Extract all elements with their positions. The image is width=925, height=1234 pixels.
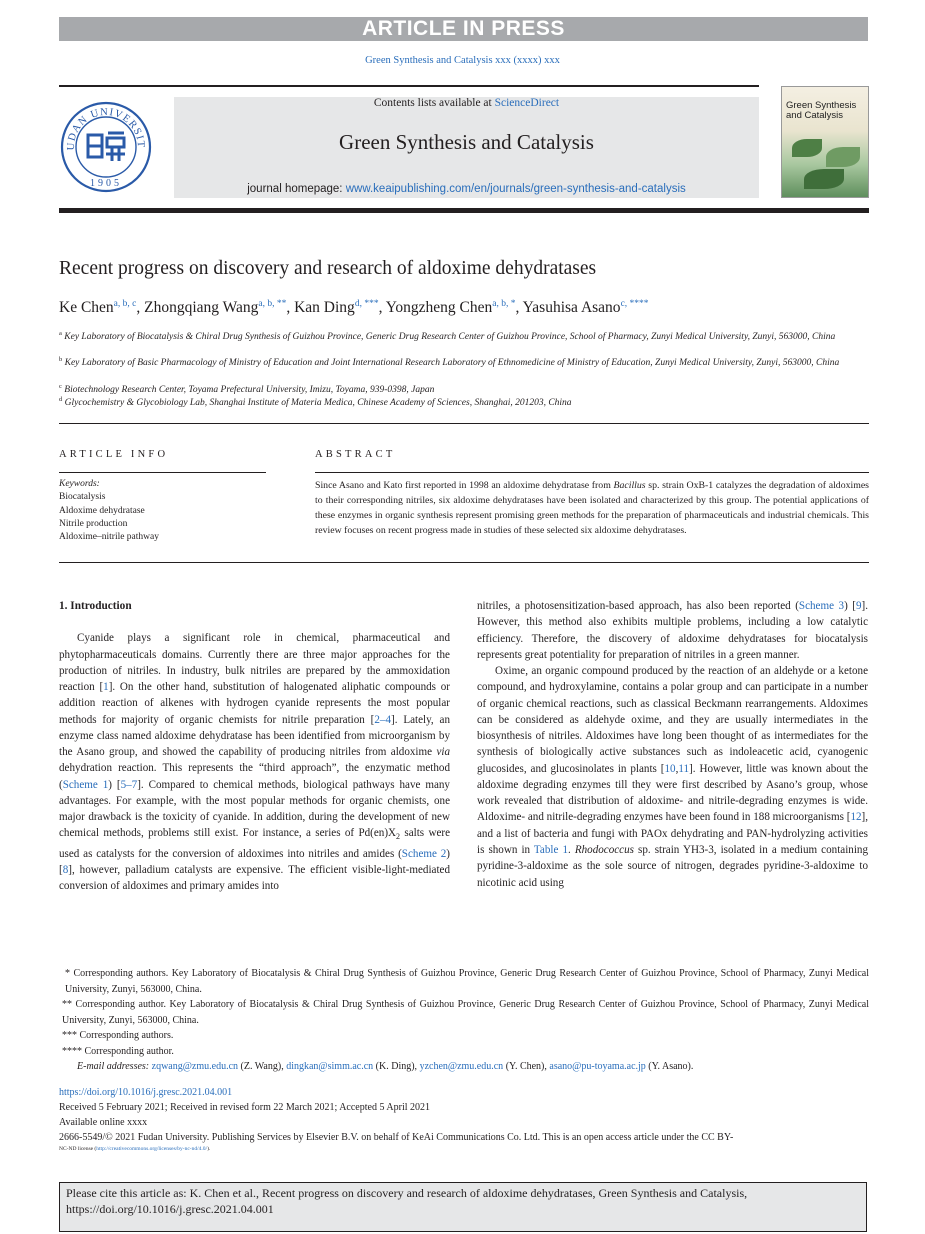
email-link[interactable]: yzchen@zmu.edu.cn [419,1061,504,1072]
divider [59,472,266,473]
body-paragraph: Oxime, an organic compound produced by the reaction of an aldehyde or a ketone compound, and hydroxylamine, contains a polar group and can participate in a number of organic chemical reactions, such as classical Beckmann rearrangements. Aldoximes can be considered as aldehyde oxime, and they are usually intermediates in the biosynthesis of nitriles. Aldoximes have long been thought of as intermediates for the synthesis of biologically active substances such as indoleacetic acid, cyanogenic glucosides, and glucosinolates in plants [10,11]. However, little was known about the aldoxime degrading enzymes till they were first described by Asano’s group, whose work revealed that distribution of aldoxime- and nitrile-degrading enzymes is wide. Aldoxime- and nitrile-degrading enzymes have been found in 188 microorganisms [12], and a list of bacteria and fungi with PAOx dehydrating and PAN-hydrolyzing activities is shown in Table 1. Rhodococcus sp. strain YH3-3, isolated in a medium containing pyridine-3-aldoxime as the sole source of nitrogen, degrades pyridine-3-aldoxime to nicotinic acid using [477,665,869,889]
keyword: Biocatalysis [59,492,106,503]
reference-link[interactable]: 12 [850,811,862,824]
article-title: Recent progress on discovery and research of aldoxime dehydratases [59,258,597,279]
journal-reference-link[interactable]: Green Synthesis and Catalysis xxx (xxxx) xxx [365,55,560,66]
body-paragraph: nitriles, a photosensitization-based approach, has also been reported (Scheme 3) [9]. However, this method also exhibits multiple problems, including a low catalytic efficiency. Therefore, the discovery of aldoxime dehydratases for biocatalysis represents great potentiality for preparation of nitriles in a green manner. [477,600,868,661]
keyword: Nitrile production [59,518,128,529]
email-link[interactable]: zqwang@zmu.edu.cn [151,1061,239,1072]
citation-box: Please cite this article as: K. Chen et al., Recent progress on discovery and research of aldoxime dehydratases, Green Synthesis and Catalysis, https://doi.org/10.1016/j.gresc.2021.04.001 [59,1182,867,1232]
body-left-column [59,598,450,895]
sciencedirect-link[interactable]: ScienceDirect [494,97,560,109]
table-link[interactable]: Table 1 [533,843,568,856]
affiliation-b: $^b$ Key Laboratory of Basic Pharmacology of Ministry of Education and Joint International Research Laboratory of Ethnomedicine of Ministry of Education, Zunyi Medical University, Zunyi, 563000, China [59,355,840,368]
logo-text: UDAN UNIVERSIT [65,106,147,151]
divider [59,562,869,563]
affiliation-c: $^c$ Biotechnology Research Center, Toyama Prefectural University, Imizu, Toyama, 939-0398, Japan [59,382,435,395]
scheme-link[interactable]: Scheme 3 [798,600,845,612]
affiliation-a: $^a$ Key Laboratory of Biocatalysis & Chiral Drug Synthesis of Guizhou Province, Generic Drug Research Center of Guizhou Province, School of Pharmacy, Zunyi Medical University, Zunyi, 563000, China [59,329,836,342]
available-online: Available online xxxx [59,1117,148,1129]
keywords-block [59,478,159,544]
reference-link[interactable]: 5–7 [120,778,138,791]
received-dates: Received 5 February 2021; Received in revised form 22 March 2021; Accepted 5 April 2021 [59,1102,431,1114]
body-right-column [477,598,868,891]
email-addresses: E-mail addresses: zqwang@zmu.edu.cn (Z. Wang), dingkan@simm.ac.cn (K. Ding), yzchen@zmu.edu.cn (Y. Chen), asano@pu-toyama.ac.jp (Y. Asano). [77,1061,694,1072]
author-name: Yasuhisa Asano [522,299,621,316]
contents-line: Contents lists available at ScienceDirect [373,97,560,109]
author-affiliation-marks[interactable]: a, b, ** [258,298,287,309]
section-heading-introduction: 1. Introduction [59,600,132,612]
abstract-heading: ABSTRACT [315,449,396,460]
license-link[interactable]: http://creativecommons.org/licenses/by-nc-nd/4.0/ [96,1146,208,1153]
author-name: Yongzheng Chen [385,299,493,316]
author-affiliation-marks[interactable]: c, **** [620,298,649,309]
doi-link[interactable]: https://doi.org/10.1016/j.gresc.2021.04.001 [59,1087,233,1098]
footnote: * Corresponding authors. Key Laboratory of Biocatalysis & Chiral Drug Synthesis of Guizhou Province, Generic Drug Research Center of Guizhou Province, School of Pharmacy, Zunyi Medical University, Zunyi, 563000, China. [65,968,869,995]
reference-link[interactable]: 8 [62,864,69,877]
cover-title-line2: and Catalysis [786,110,844,121]
body-paragraph: Cyanide plays a significant role in chemical, pharmaceutical and phytopharmaceuticals domains. Currently there are three major approaches for the production of nitriles. In industry, bulk nitriles are prepared by the ammoxidation reaction [1]. On the other hand, substitution of halogenated aliphatic compounds or addition reaction of alkenes with hydrogen cyanide represents the most popular methods for majority of organic chemists for nitrile preparation [2–4]. Lately, an enzyme class named aldoxime dehydratase has been identified from microorganism by the Asano group, and showed the capability of producing nitriles from aldoxime via dehydration reaction. This represents the “third approach”, the enzymatic method (Scheme 1) [5–7]. Compared to chemical methods, biological pathways have many advantages. For example, with the most popular methods for organic chemists, one major drawback is the toxicity of cyanide. In addition, during the development of new chemical methods, problems still exist. For instance, a series of $Pd(en)X_2$ salts were used as catalysts for the conversion of aldoximes into nitriles and amides (Scheme 2) [8], however, palladium catalysts are expensive. The efficient visible-light-mediated conversion of aldoximes and primary amides into [59,632,451,893]
license-line: NC-ND license (http://creativecommons.org/licenses/by-nc-nd/4.0/). [59,1146,211,1153]
affiliation-d: $^d$ Glycochemistry & Glycobiology Lab, Shanghai Institute of Materia Medica, Chinese Academy of Sciences, Shanghai, 201203, China [59,395,572,408]
keyword: Aldoxime–nitrile pathway [59,532,159,543]
reference-link[interactable]: 11 [678,762,690,775]
homepage-link[interactable]: www.keaipublishing.com/en/journals/green-synthesis-and-catalysis [345,183,686,195]
scheme-link[interactable]: Scheme 1 [62,778,109,791]
email-link[interactable]: asano@pu-toyama.ac.jp [549,1061,646,1072]
author-affiliation-marks[interactable]: d, *** [354,298,379,309]
keyword: Aldoxime dehydratase [59,505,145,516]
footnote: ** Corresponding author. Key Laboratory of Biocatalysis & Chiral Drug Synthesis of Guizhou Province, Generic Drug Research Center of Guizhou Province, School of Pharmacy, Zunyi Medical University, Zunyi, 563000, China. [62,999,869,1026]
masthead-thick-rule [59,208,869,213]
author-affiliation-marks[interactable]: a, b, c [113,298,137,309]
divider [59,423,869,424]
journal-homepage: journal homepage: www.keaipublishing.com/en/journals/green-synthesis-and-catalysis [247,183,686,195]
reference-link[interactable]: 1 [103,681,109,694]
scheme-link[interactable]: Scheme 2 [401,847,447,860]
logo-year: 1905 [90,178,122,189]
reference-link[interactable]: 10 [664,762,676,775]
author-name: Zhongqiang Wang [144,299,259,316]
footnote: **** Corresponding author. [62,1045,174,1057]
keywords-label: Keywords: [59,479,100,489]
cover-title-line1: Green Synthesis [786,100,857,111]
article-in-press-banner: ARTICLE IN PRESS [59,17,868,41]
reference-link[interactable]: 9 [855,600,862,612]
fudan-university-logo [60,101,152,193]
article-info-heading: ARTICLE INFO [59,449,169,460]
publication-info [59,1085,869,1153]
email-link[interactable]: dingkan@simm.ac.cn [286,1061,374,1072]
header-rule [59,85,759,87]
footnotes [59,966,869,1075]
abstract-text: Since Asano and Kato first reported in 1998 an aldoxime dehydratase from Bacillus sp. strain OxB-1 catalyzes the degradation of aldoximes to their corresponding nitriles, six aldoxime dehydratases have been isolated and characterized by this group. The potential applications of these enzymes in organic synthesis represent promising green methods for the preparation of pharmaceuticals and industrial chemicals. This review focuses on recent progress made in studies of these selected six aldoxime dehydratases. [315,480,869,536]
reference-link[interactable]: 2–4 [374,713,392,726]
footnote: *** Corresponding authors. [62,1030,174,1041]
journal-cover-image [781,86,869,198]
copyright-line: 2666-5549/© 2021 Fudan University. Publishing Services by Elsevier B.V. on behalf of KeAi Communications Co. Ltd. This is an open access article under the CC BY- [59,1132,734,1144]
divider [315,472,869,473]
author-name: Ke Chen [59,299,114,316]
author-affiliation-marks[interactable]: a, b, * [492,298,516,309]
author-name: Kan Ding [294,299,355,316]
author-list: Ke Chen$^{a, b, c}$, Zhongqiang Wang$^{a, b, **}$, Kan Ding$^{d, ***}$, Yongzheng Chen$^{a, b, *}$, Yasuhisa Asano$^{c, ****}$ [59,298,649,316]
journal-title: Green Synthesis and Catalysis [339,130,594,154]
